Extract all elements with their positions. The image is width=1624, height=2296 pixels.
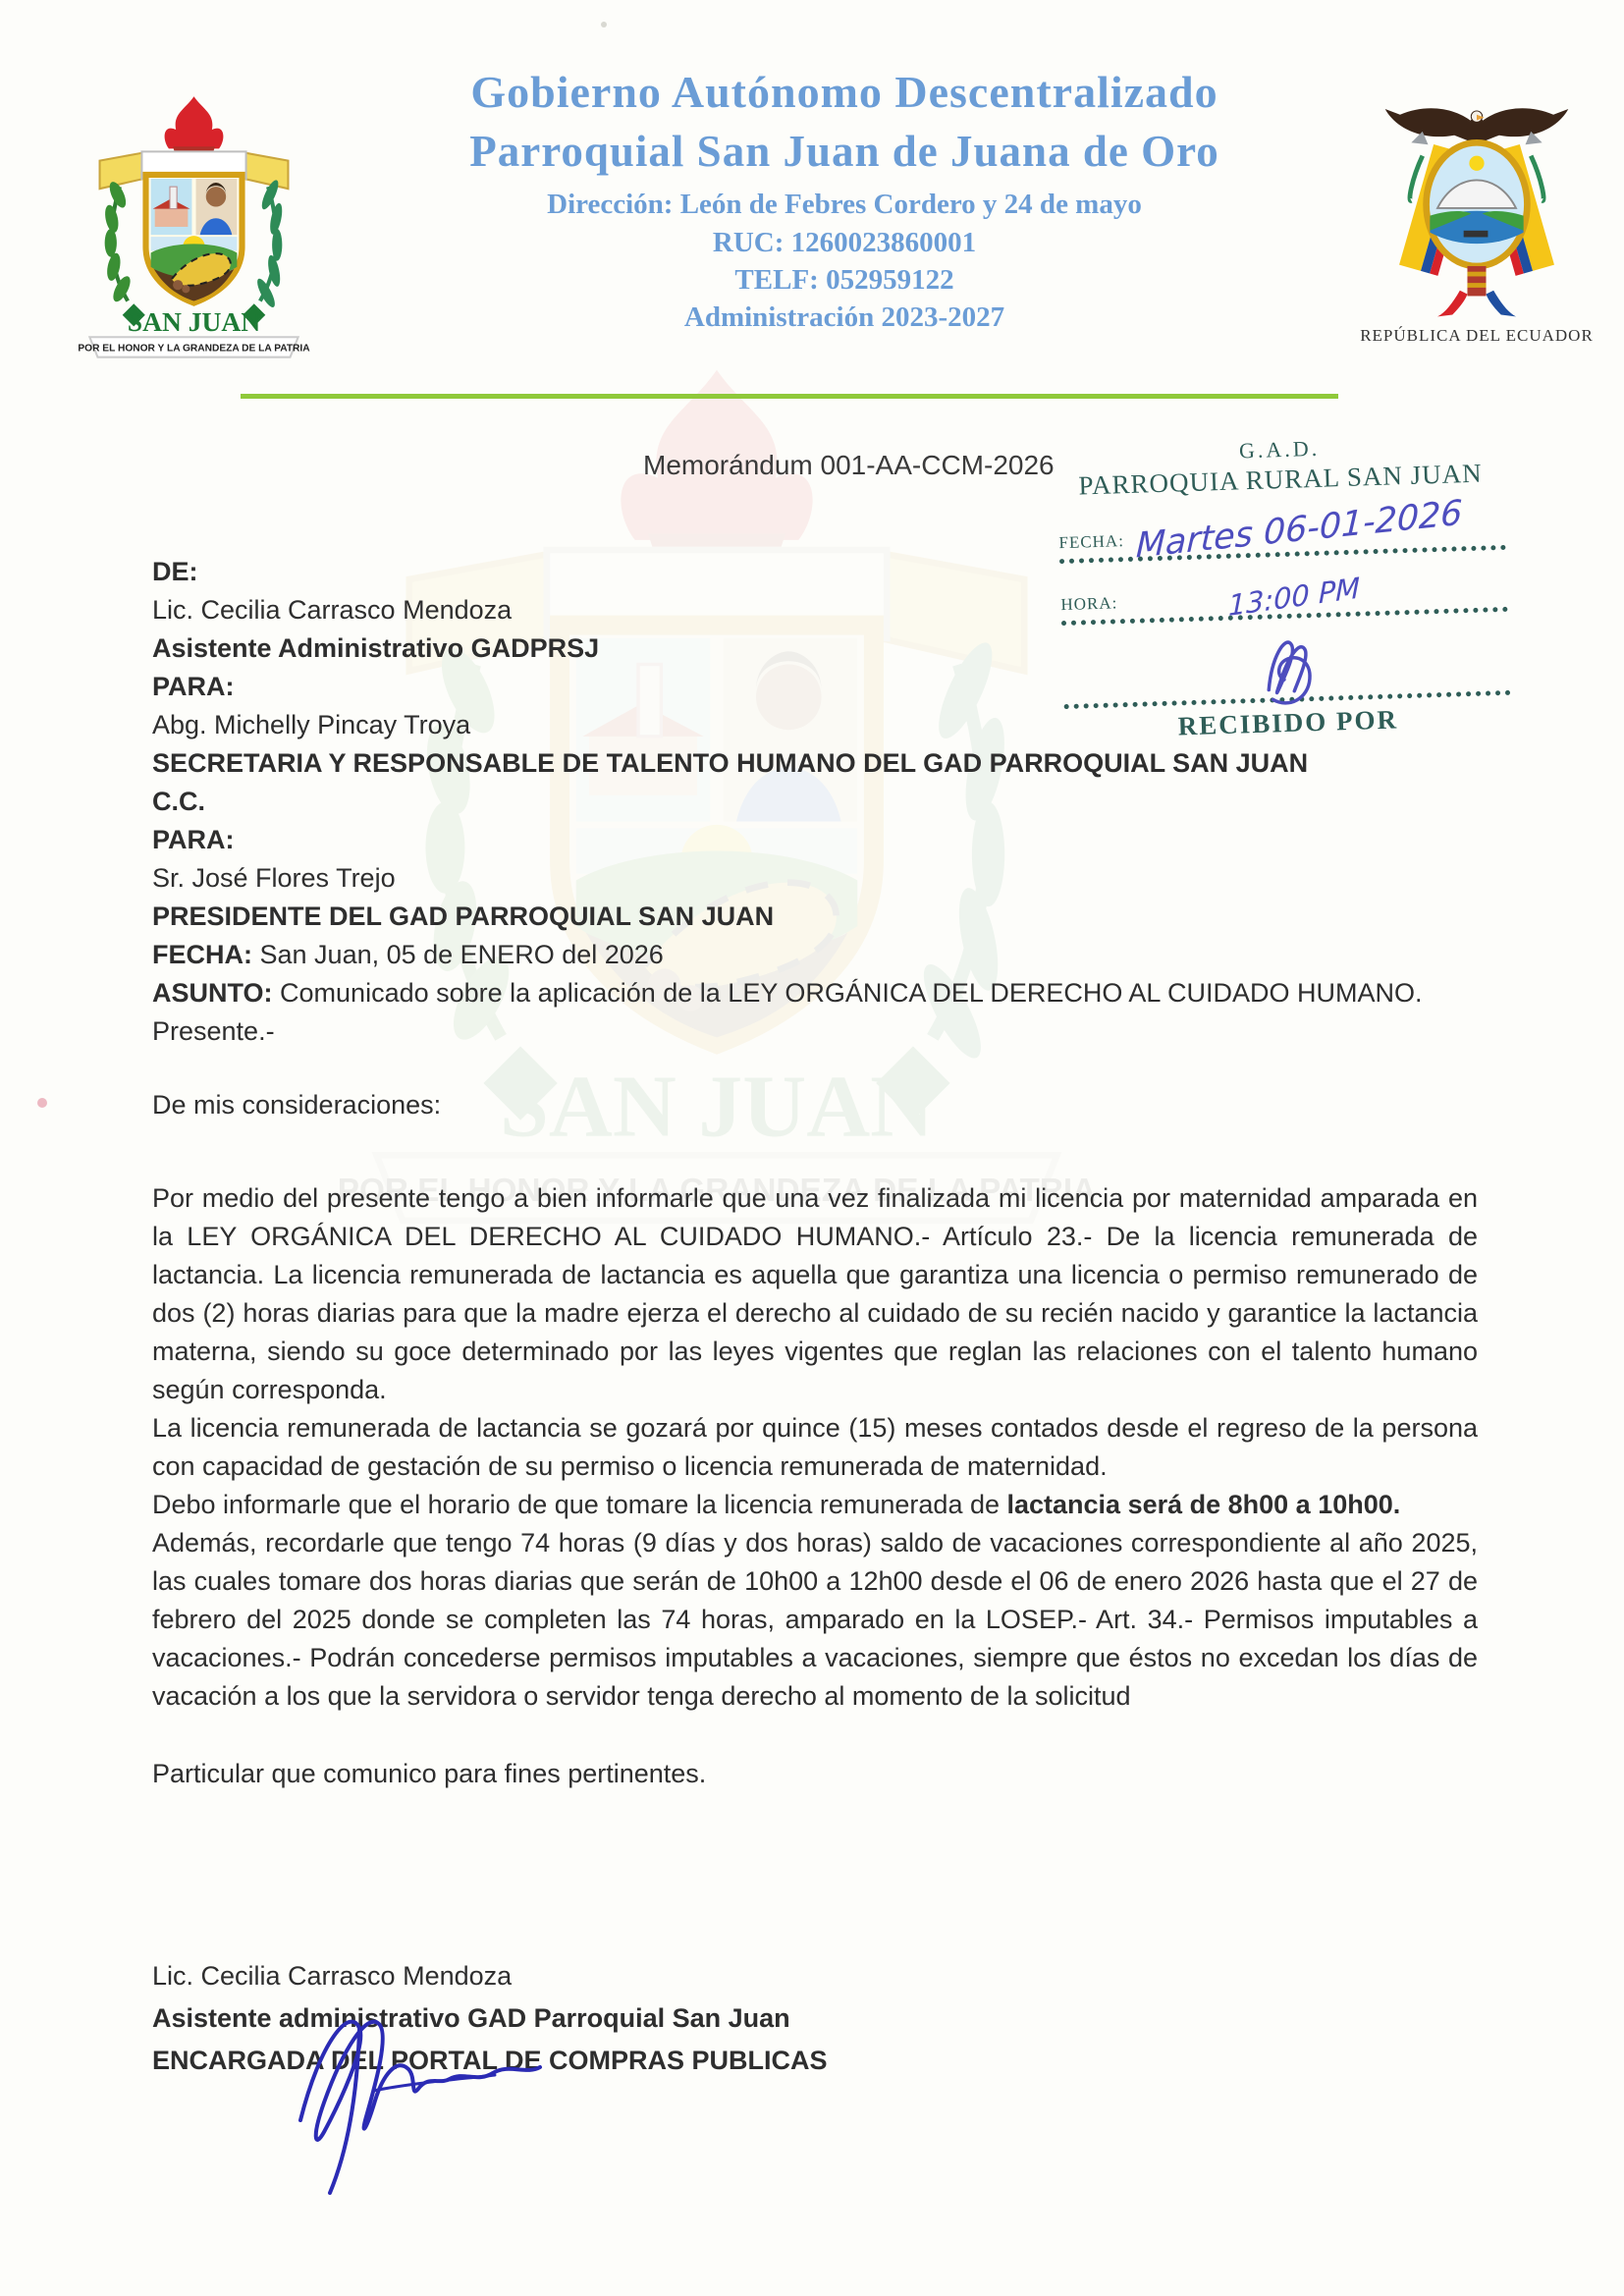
signature-block xyxy=(152,1955,1478,2082)
cc-label: C.C. xyxy=(152,787,205,816)
signer-title-2: ENCARGADA DEL PORTAL DE COMPRAS PUBLICAS xyxy=(152,2046,828,2075)
header-divider xyxy=(241,394,1338,399)
para1-label: PARA: xyxy=(152,672,235,701)
paragraph-3-bold: lactancia será de 8h00 a 10h00. xyxy=(1006,1490,1401,1519)
stamp-fecha-label: FECHA: xyxy=(1058,531,1125,553)
paragraph-3 xyxy=(152,1486,1478,1524)
san-juan-crest-icon xyxy=(74,94,314,363)
asunto-label: ASUNTO: xyxy=(152,978,273,1008)
asunto-value: Comunicado sobre la aplicación de la LEY ORGÁNICA DEL DERECHO AL CUIDADO HUMANO. xyxy=(280,978,1423,1008)
org-address: Dirección: León de Febres Cordero y 24 de mayo xyxy=(547,189,1142,220)
para2-title: PRESIDENTE DEL GAD PARROQUIAL SAN JUAN xyxy=(152,902,775,931)
paragraph-2: La licencia remunerada de lactancia se gozará por quince (15) meses contados desde el regreso de la persona con capacidad de gestación de su permiso o licencia remunerada de maternidad. xyxy=(152,1413,1478,1481)
para2-name: Sr. José Flores Trejo xyxy=(152,863,396,893)
stamp-org-line2: PARROQUIA RURAL SAN JUAN xyxy=(1077,458,1484,501)
memo-reference: Memorándum 001-AA-CCM-2026 xyxy=(643,450,1055,480)
para1-title: SECRETARIA Y RESPONSABLE DE TALENTO HUMANO DEL GAD PARROQUIAL SAN JUAN xyxy=(152,748,1309,778)
asunto-line xyxy=(152,974,1478,1012)
paragraph-4: Además, recordarle que tengo 74 horas (9 días y dos horas) saldo de vacaciones correspondiente al año 2025, las cuales tomare dos horas diarias que serán de 10h00 a 12h00 desde el 06 de enero 2026 hasta que el 27 de febrero del 2025 donde se completen las 74 horas, amparado en la LOSEP.- Art. 34.- Permisos imputables a vacaciones.- Podrán concederse permisos imputables a vacaciones, siempre que éstos no excedan los días de vacación a los que la servidora o servidor tenga derecho al momento de la solicitud xyxy=(152,1528,1478,1711)
republic-caption: REPÚBLICA DEL ECUADOR xyxy=(1360,326,1594,345)
fecha-line xyxy=(152,936,1478,974)
de-label: DE: xyxy=(152,557,198,586)
stamp-hora-label: HORA: xyxy=(1060,593,1118,615)
letter-body xyxy=(152,553,1478,2082)
para1-name: Abg. Michelly Pincay Troya xyxy=(152,710,471,739)
org-title-line1: Gobierno Autónomo Descentralizado xyxy=(470,67,1218,117)
org-ruc: RUC: 1260023860001 xyxy=(712,227,977,258)
stamp-recibido-label: RECIBIDO POR xyxy=(1177,704,1399,741)
salutation: De mis consideraciones: xyxy=(152,1090,442,1120)
handwritten-signature-icon xyxy=(255,1973,589,2199)
org-title-line2: Parroquial San Juan de Juana de Oro xyxy=(469,127,1219,176)
letterhead xyxy=(324,65,1365,336)
signer-name: Lic. Cecilia Carrasco Mendoza xyxy=(152,1961,513,1991)
paragraph-1: Por medio del presente tengo a bien informarle que una vez finalizada mi licencia por maternidad amparada en la LEY ORGÁNICA DEL DERECHO AL CUIDADO HUMANO.- Artículo 23.- De la licencia remunerada de lactancia. La licencia remunerada de lactancia es aquella que garantiza una licencia o permiso remunerado de dos (2) horas diarias para que la madre ejerza el derecho al cuidado de su recién nacido y garantice la lactancia materna, siendo su goce determinado por las leyes vigentes que reglan las relaciones con el talento humano según corresponda. xyxy=(152,1183,1478,1404)
org-admin: Administración 2023-2027 xyxy=(683,301,1005,333)
scan-speck xyxy=(601,22,607,27)
fecha-value: San Juan, 05 de ENERO del 2026 xyxy=(259,940,664,969)
stamp-org-line1: G.A.D. xyxy=(1238,435,1321,464)
para2-label: PARA: xyxy=(152,825,235,854)
presente-line: Presente.- xyxy=(152,1016,275,1046)
fecha-label: FECHA: xyxy=(152,940,252,969)
paragraph-3-normal: Debo informarle que el horario de que tomare la licencia remunerada de xyxy=(152,1490,1007,1519)
org-telf: TELF: 052959122 xyxy=(734,264,954,296)
signer-title-1: Asistente administrativo GAD Parroquial San Juan xyxy=(152,2003,790,2033)
stamp-fecha-handwritten: Martes 06-01-2026 xyxy=(1135,493,1464,567)
scan-speck xyxy=(37,1098,47,1108)
de-title: Asistente Administrativo GADPRSJ xyxy=(152,633,600,663)
ecuador-coat-of-arms-icon xyxy=(1373,90,1581,324)
de-name: Lic. Cecilia Carrasco Mendoza xyxy=(152,595,513,625)
closing-line: Particular que comunico para fines pertinentes. xyxy=(152,1759,707,1788)
stamp-hora-handwritten: 13:00 PM xyxy=(1227,571,1361,624)
